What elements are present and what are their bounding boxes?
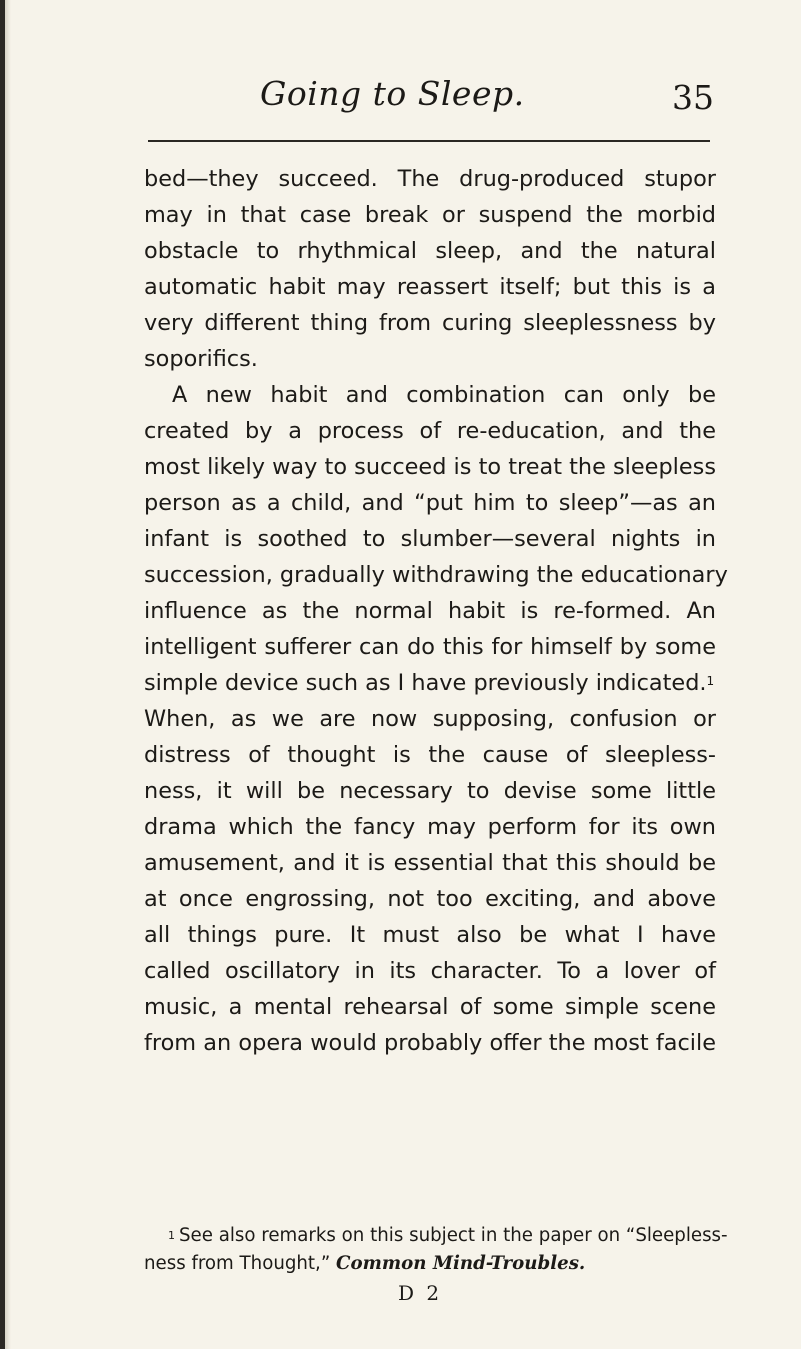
text-line: created by a process of re-education, and the xyxy=(144,418,716,444)
footnote-reference: 1 xyxy=(706,674,715,688)
text-line: called oscillatory in its character. To a lover of xyxy=(144,958,716,984)
body-text xyxy=(144,161,728,1061)
footnote xyxy=(144,1222,728,1278)
text-line: simple device such as I have previously indicated. xyxy=(144,670,707,696)
running-title: Going to Sleep. xyxy=(260,74,525,113)
text-line: drama which the fancy may perform for its own xyxy=(144,814,716,840)
header-rule xyxy=(148,140,710,142)
gutter-shadow xyxy=(5,0,11,1349)
page-header xyxy=(146,68,714,132)
footnote-citation: Common Mind-Troubles. xyxy=(336,1253,586,1274)
text-line: ness, it will be necessary to devise some little xyxy=(144,778,716,804)
text-line: obstacle to rhythmical sleep, and the natural xyxy=(144,238,716,264)
text-line: may in that case break or suspend the morbid xyxy=(144,202,716,228)
text-line: soporifics. xyxy=(144,346,258,372)
text-line: automatic habit may reassert itself; but this is a xyxy=(144,274,716,300)
text-line: from an opera would probably offer the most facile xyxy=(144,1030,716,1056)
footnote-text: ness from Thought,” xyxy=(144,1253,337,1274)
text-line: intelligent sufferer can do this for himself by some xyxy=(144,634,716,660)
text-line: all things pure. It must also be what I have xyxy=(144,922,716,948)
text-line: person as a child, and “put him to sleep”—as an xyxy=(144,490,716,516)
text-line-with-footnote-ref xyxy=(144,665,716,701)
footnote-line xyxy=(144,1250,716,1278)
text-line: succession, gradually withdrawing the educationary xyxy=(144,562,728,588)
text-line: influence as the normal habit is re-formed. An xyxy=(144,598,716,624)
text-line: bed—they succeed. The drug-produced stupor xyxy=(144,166,716,192)
text-line: distress of thought is the cause of sleepless- xyxy=(144,742,716,768)
text-line: A new habit and combination can only be xyxy=(172,382,716,408)
text-line: at once engrossing, not too exciting, and above xyxy=(144,886,716,912)
text-line: music, a mental rehearsal of some simple scene xyxy=(144,994,716,1020)
text-line: most likely way to succeed is to treat the sleepless xyxy=(144,454,716,480)
page-number: 35 xyxy=(672,78,714,117)
footnote-line xyxy=(144,1222,728,1250)
text-line: very different thing from curing sleeplessness by xyxy=(144,310,716,336)
text-line: amusement, and it is essential that this should be xyxy=(144,850,716,876)
text-line: infant is soothed to slumber—several nights in xyxy=(144,526,716,552)
footnote-mark: 1 xyxy=(168,1229,175,1242)
printer-signature-mark: D 2 xyxy=(398,1281,443,1305)
text-line: When, as we are now supposing, confusion or xyxy=(144,706,716,732)
footnote-text: See also remarks on this subject in the paper on “Sleepless- xyxy=(179,1225,728,1246)
